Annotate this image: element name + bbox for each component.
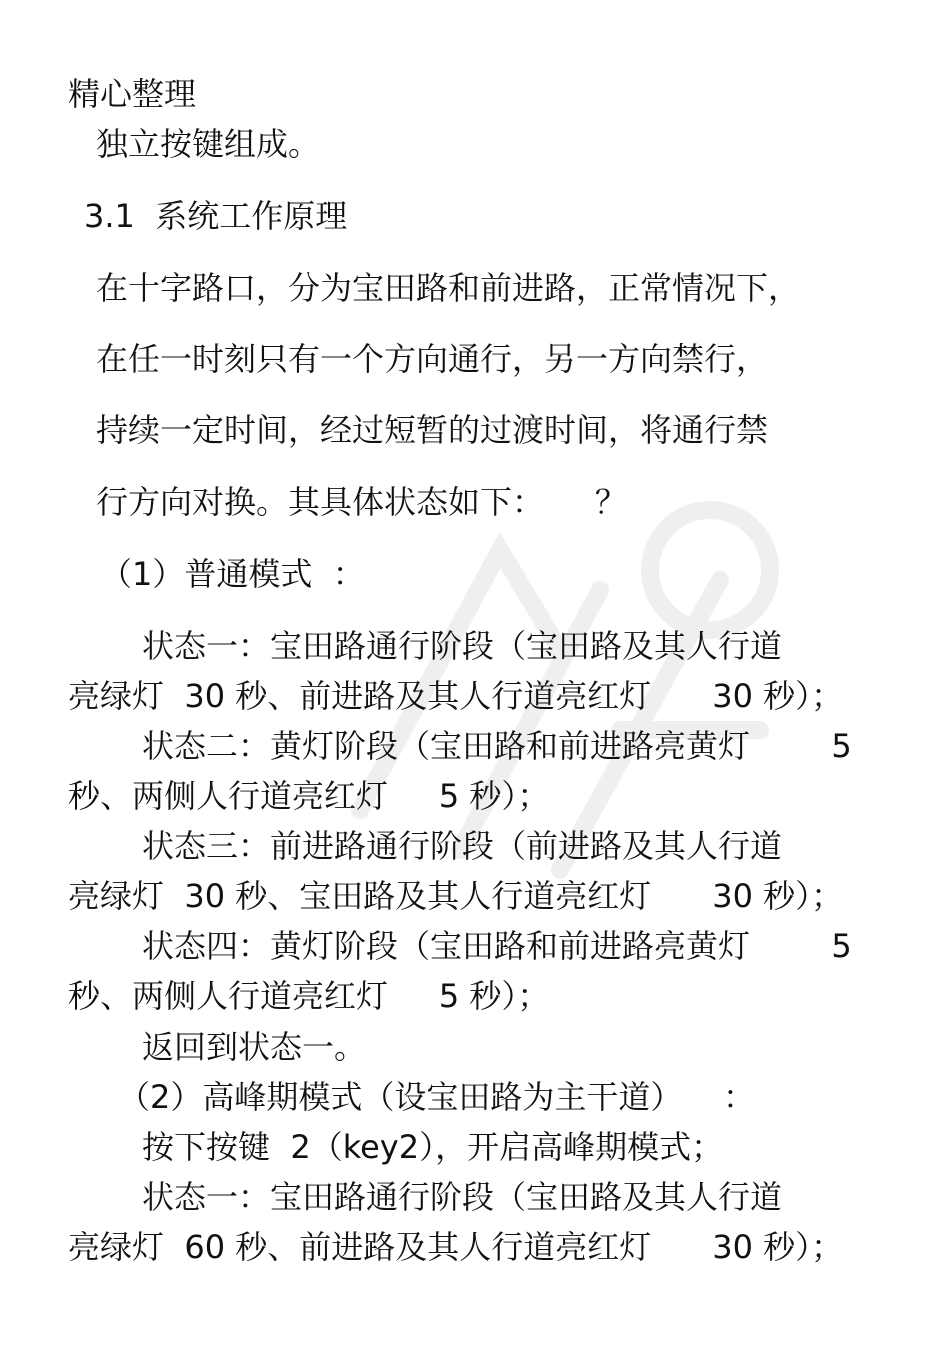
text-line: 持续一定时间，经过短暂的过渡时间，将通行禁 bbox=[96, 411, 769, 449]
subsection-heading: （2）高峰期模式（设宝田路为主干道） ： bbox=[118, 1078, 756, 1116]
text-line: 状态一：宝田路通行阶段（宝田路及其人行道 bbox=[142, 627, 783, 665]
text-line: 状态二：黄灯阶段（宝田路和前进路亮黄灯 5 bbox=[142, 727, 852, 765]
text-line: 在任一时刻只有一个方向通行，另一方向禁行， bbox=[96, 340, 769, 378]
page-header: 精心整理 bbox=[68, 75, 197, 113]
text-line: 独立按键组成。 bbox=[96, 125, 321, 163]
text-line: 亮绿灯 30 秒、宝田路及其人行道亮红灯 30 秒）； bbox=[68, 877, 844, 915]
text-line: 状态一：宝田路通行阶段（宝田路及其人行道 bbox=[142, 1178, 783, 1216]
text-line: 状态四：黄灯阶段（宝田路和前进路亮黄灯 5 bbox=[142, 927, 852, 965]
text-line: 在十字路口，分为宝田路和前进路，正常情况下， bbox=[96, 269, 801, 307]
section-heading: 3.1 系统工作原理 bbox=[84, 197, 348, 235]
text-line: 亮绿灯 30 秒、前进路及其人行道亮红灯 30 秒）； bbox=[68, 677, 844, 715]
text-line: 状态三：前进路通行阶段（前进路及其人行道 bbox=[142, 827, 783, 865]
text-line: 秒、两侧人行道亮红灯 5 秒）； bbox=[68, 777, 550, 815]
text-line: 秒、两侧人行道亮红灯 5 秒）； bbox=[68, 977, 550, 1015]
text-line: 返回到状态一。 bbox=[142, 1028, 367, 1066]
text-line: 行方向对换。其具体状态如下： ？ bbox=[96, 483, 627, 521]
subsection-heading: （1）普通模式 ： bbox=[100, 555, 365, 593]
text-line: 按下按键 2（key2），开启高峰期模式； bbox=[142, 1128, 724, 1166]
text-line: 亮绿灯 60 秒、前进路及其人行道亮红灯 30 秒）； bbox=[68, 1228, 844, 1266]
